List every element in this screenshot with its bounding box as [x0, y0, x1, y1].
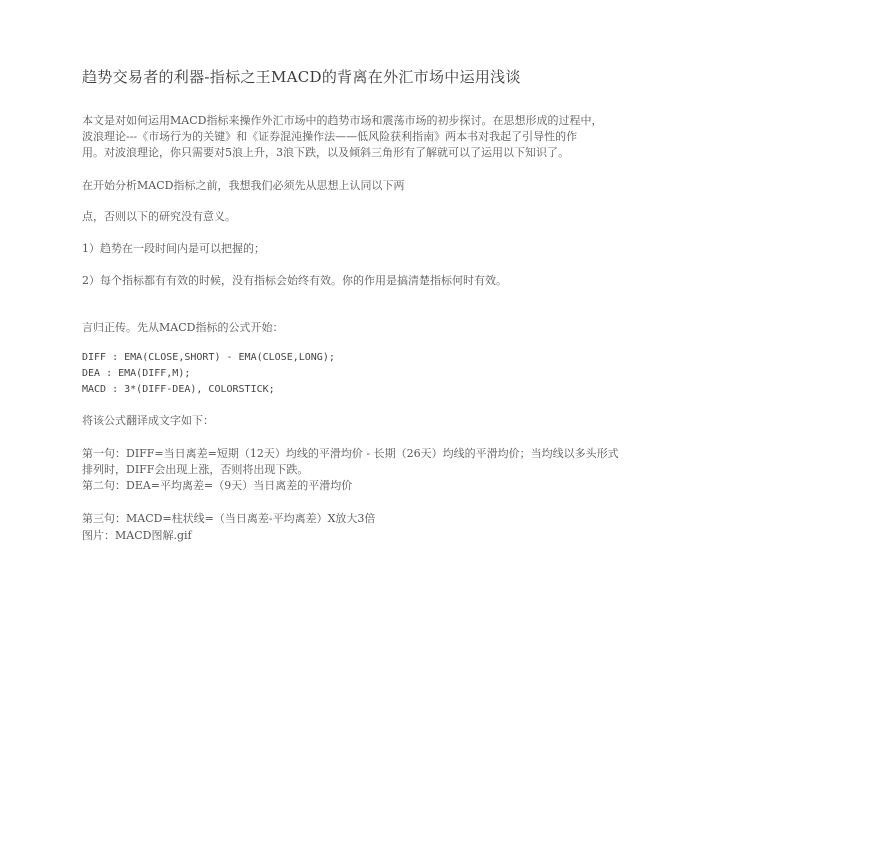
formula-diff: DIFF : EMA(CLOSE,SHORT) - EMA(CLOSE,LONG);: [82, 352, 335, 363]
sentence-2: 第二句：DEA=平均离差=（9天）当日离差的平滑均价: [82, 479, 353, 492]
intro-line-1: 本文是对如何运用MACD指标来操作外汇市场中的趋势市场和震荡市场的初步探讨。在思想形成的过程中，: [82, 114, 603, 127]
paragraph-translation-intro: 将该公式翻译成文字如下：: [82, 414, 214, 427]
point-2: 2）每个指标都有有效的时候，没有指标会始终有效。你的作用是搞清楚指标何时有效。: [82, 274, 507, 287]
article-title: 趋势交易者的利器-指标之王MACD的背离在外汇市场中运用浅谈: [82, 68, 521, 86]
intro-line-2: 波浪理论---《市场行为的关键》和《证券混沌操作法——低风险获利指南》两本书对我起了引导性的作: [82, 130, 578, 143]
paragraph-prerequisite-cont: 点，否则以下的研究没有意义。: [82, 210, 236, 223]
sentence-1-line-2: 排列时，DIFF会出现上涨，否则将出现下跌。: [82, 463, 309, 476]
paragraph-prerequisite: 在开始分析MACD指标之前，我想我们必须先从思想上认同以下两: [82, 179, 405, 192]
formula-macd: MACD : 3*(DIFF-DEA), COLORSTICK;: [82, 384, 275, 395]
point-1: 1）趋势在一段时间内是可以把握的；: [82, 242, 265, 255]
formula-dea: DEA : EMA(DIFF,M);: [82, 368, 191, 379]
sentence-3: 第三句：MACD=柱状线=（当日离差-平均离差）X放大3倍: [82, 512, 376, 525]
formula-block: [82, 350, 335, 398]
sentence-1-line-1: 第一句：DIFF=当日离差=短期（12天）均线的平滑均价 - 长期（26天）均线的平滑均价；当均线以多头形式: [82, 447, 619, 460]
paragraph-formula-intro: 言归正传。先从MACD指标的公式开始：: [82, 321, 284, 334]
intro-line-3: 用。对波浪理论，你只需要对5浪上升，3浪下跌，以及倾斜三角形有了解就可以了运用以下知识了。: [82, 146, 569, 159]
image-caption: 图片：MACD图解.gif: [82, 529, 192, 542]
